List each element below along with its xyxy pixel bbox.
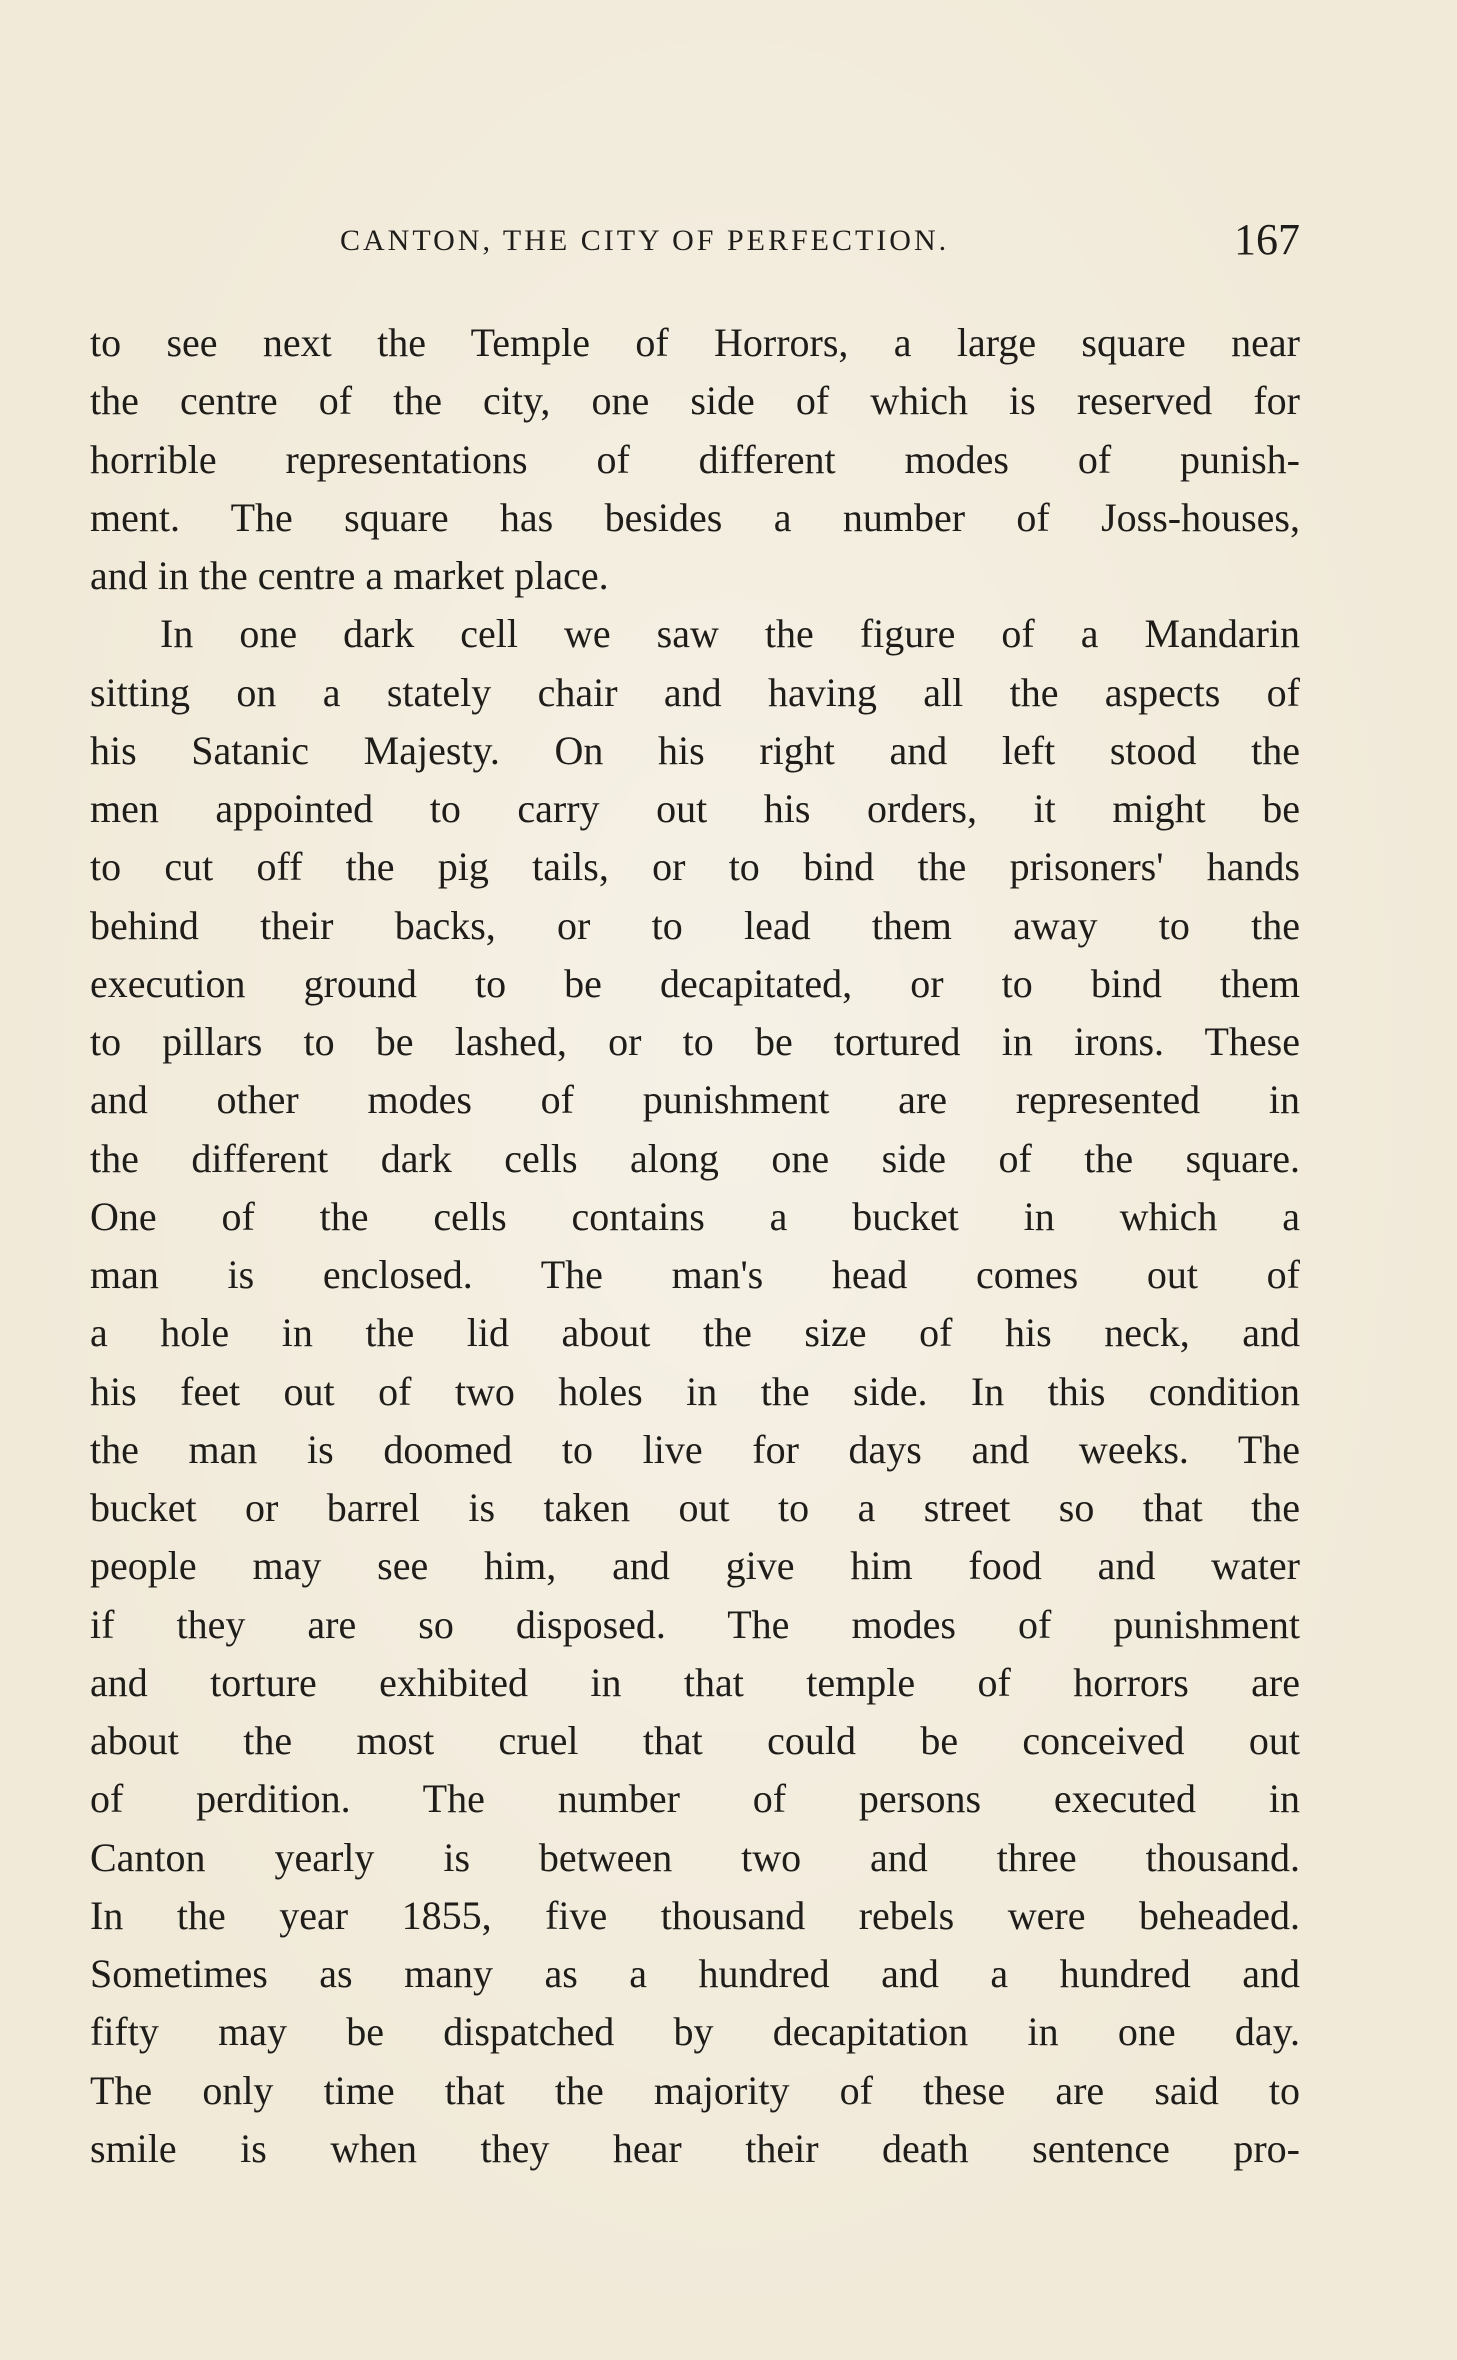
text-line: sitting on a stately chair and having all the aspects of xyxy=(90,669,1300,715)
text-line: horrible representations of different modes of punish- xyxy=(90,436,1300,482)
running-title: CANTON, THE CITY OF PERFECTION. xyxy=(340,224,950,257)
body-text xyxy=(90,314,1300,2178)
text-line: to pillars to be lashed, or to be tortured in irons. These xyxy=(90,1019,1300,1064)
text-line: smile is when they hear their death sentence pro- xyxy=(90,2125,1300,2171)
text-line: men appointed to carry out his orders, it might be xyxy=(90,786,1300,831)
text-line: In the year 1855, five thousand rebels were beheaded. xyxy=(90,1892,1300,1938)
text-line: to see next the Temple of Horrors, a large square near xyxy=(90,320,1300,365)
text-line: execution ground to be decapitated, or to bind them xyxy=(90,960,1300,1006)
text-line: people may see him, and give him food and water xyxy=(90,1543,1300,1589)
text-line: a hole in the lid about the size of his neck, and xyxy=(90,1310,1300,1356)
text-line: his feet out of two holes in the side. In this condition xyxy=(90,1368,1300,1414)
text-line: man is enclosed. The man's head comes out of xyxy=(90,1252,1300,1297)
text-line: Sometimes as many as a hundred and a hundred and xyxy=(90,1951,1300,1996)
text-line: to cut off the pig tails, or to bind the prisoners' hands xyxy=(90,844,1300,890)
text-line: and torture exhibited in that temple of horrors are xyxy=(90,1659,1300,1705)
text-line: and in the centre a market place. xyxy=(90,553,609,598)
text-line: the man is doomed to live for days and weeks. The xyxy=(90,1426,1300,1472)
text-line: The only time that the majority of these are said to xyxy=(90,2067,1300,2113)
text-line: behind their backs, or to lead them away to the xyxy=(90,902,1300,948)
text-line: bucket or barrel is taken out to a street so that the xyxy=(90,1485,1300,1530)
text-line: and other modes of punishment are represented in xyxy=(90,1077,1300,1123)
text-line: the centre of the city, one side of which is reserved for xyxy=(90,378,1300,424)
text-line: In one dark cell we saw the figure of a Mandarin xyxy=(160,611,1300,657)
page-number: 167 xyxy=(1234,215,1300,264)
text-line: ment. The square has besides a number of Joss-houses, xyxy=(90,494,1300,540)
text-line: fifty may be dispatched by decapitation in one day. xyxy=(90,2009,1300,2055)
text-line: about the most cruel that could be conceived out xyxy=(90,1718,1300,1763)
page-header xyxy=(90,214,1300,274)
text-line: of perdition. The number of persons executed in xyxy=(90,1776,1300,1822)
text-line: One of the cells contains a bucket in which a xyxy=(90,1193,1300,1239)
text-line: if they are so disposed. The modes of punishment xyxy=(90,1601,1300,1647)
text-line: the different dark cells along one side of the square. xyxy=(90,1135,1300,1181)
text-line: his Satanic Majesty. On his right and left stood the xyxy=(90,727,1300,773)
text-line: Canton yearly is between two and three thousand. xyxy=(90,1834,1300,1880)
